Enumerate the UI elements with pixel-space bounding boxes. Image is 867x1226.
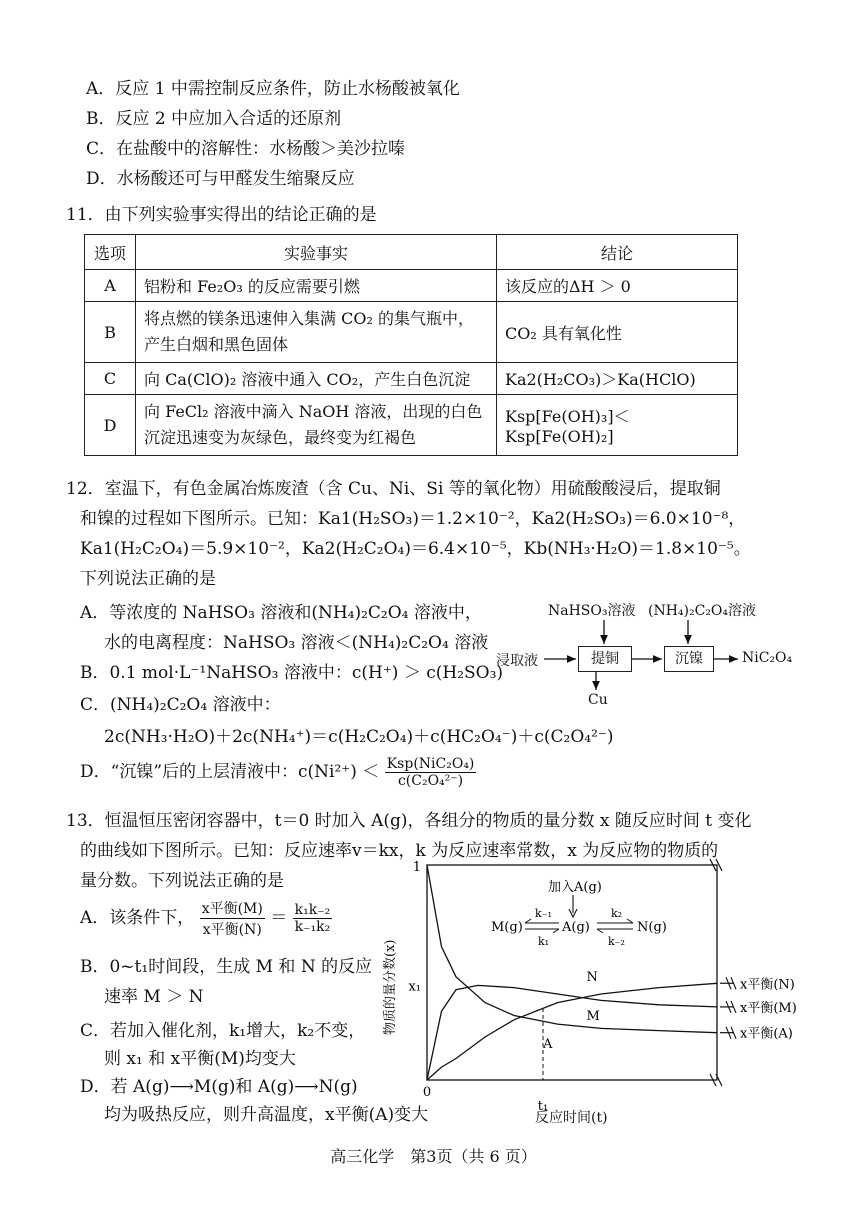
row-conclusion: Ksp[Fe(OH)₃]＜Ksp[Fe(OH)₂] bbox=[497, 395, 738, 456]
k-label: k₂ bbox=[611, 907, 623, 920]
q12-option-a-2: 水的电离程度：NaHSO₃ 溶液＜(NH₄)₂C₂O₄ 溶液 bbox=[104, 633, 489, 653]
k-label: k₋₂ bbox=[608, 935, 625, 948]
equilibrium-arrows-right bbox=[597, 919, 633, 933]
reagent-nahso3: NaHSO₃溶液 bbox=[548, 603, 636, 619]
row-fact: 铝粉和 Fe₂O₃ 的反应需要引燃 bbox=[136, 270, 497, 302]
row-option: A bbox=[85, 270, 136, 302]
q13-option-b-2: 速率 M ＞ N bbox=[104, 987, 204, 1007]
row-fact: 将点燃的镁条迅速伸入集满 CO₂ 的集气瓶中，产生白烟和黑色固体 bbox=[136, 302, 497, 363]
y-axis-label: 物质的量分数(x) bbox=[383, 939, 398, 1035]
box-nickel-precipitation: 沉镍 bbox=[664, 646, 714, 672]
page-footer: 高三化学 第3页（共 6 页） bbox=[330, 1147, 537, 1166]
annotation-add-a: 加入A(g) bbox=[548, 880, 602, 895]
row-conclusion: Ka2(H₂CO₃)＞Ka(HClO) bbox=[497, 363, 738, 395]
series-end-label-A: x平衡(A) bbox=[740, 1026, 793, 1042]
q13-line-1: 13．恒温恒压密闭容器中，t＝0 时加入 A(g)，各组分的物质的量分数 x 随反应时间 t 变化 bbox=[66, 811, 752, 831]
k-label: k₁ bbox=[538, 935, 550, 948]
series-end-label-N: x平衡(N) bbox=[740, 977, 795, 993]
q13-option-b-1: B．0~t₁时间段，生成 M 和 N 的反应 bbox=[80, 957, 373, 977]
row-conclusion: CO₂ 具有氧化性 bbox=[497, 302, 738, 363]
experiment-table bbox=[84, 234, 738, 456]
x-ratio-denominator: x平衡(N) bbox=[202, 922, 262, 938]
process-flow-diagram bbox=[496, 598, 796, 708]
table-row bbox=[85, 395, 738, 456]
mole-fraction-chart bbox=[375, 855, 855, 1135]
reagent-ammonium-oxalate: (NH₄)₂C₂O₄溶液 bbox=[648, 603, 757, 619]
k-label: k₋₁ bbox=[535, 907, 552, 920]
annotation-a: A(g) bbox=[562, 920, 590, 935]
row-option: B bbox=[85, 302, 136, 363]
q13-option-a-text: A．该条件下， bbox=[80, 908, 195, 928]
q10-option-d: D．水杨酸还可与甲醛发生缩聚反应 bbox=[86, 169, 355, 189]
equals-sign: ＝ bbox=[270, 908, 288, 928]
row-fact: 向 FeCl₂ 溶液中滴入 NaOH 溶液，出现的白色沉淀迅速变为灰绿色，最终变为红褐色 bbox=[136, 395, 497, 456]
ksp-denominator: c(C₂O₄²⁻) bbox=[397, 773, 464, 789]
table-header-fact: 实验事实 bbox=[136, 235, 497, 270]
q12-line-3: Ka1(H₂C₂O₄)＝5.9×10⁻²，Ka2(H₂C₂O₄)＝6.4×10⁻⁵，Kb(NH₃·H₂O)＝1.8×10⁻⁵。 bbox=[80, 539, 751, 559]
q13-option-c-2: 则 x₁ 和 x平衡(M)均变大 bbox=[104, 1049, 296, 1069]
q12-option-c-2: 2c(NH₃·H₂O)＋2c(NH₄⁺)＝c(H₂C₂O₄)＋c(HC₂O₄⁻)＋c(C₂O₄²⁻) bbox=[104, 727, 614, 747]
row-option: C bbox=[85, 363, 136, 395]
q12-option-a-1: A．等浓度的 NaHSO₃ 溶液和(NH₄)₂C₂O₄ 溶液中， bbox=[80, 603, 482, 623]
k-ratio-fraction bbox=[293, 902, 333, 935]
input-leachate: 浸取液 bbox=[496, 653, 538, 669]
x-ratio-fraction bbox=[200, 898, 265, 939]
q12-option-d bbox=[80, 756, 476, 789]
q10-option-b: B．反应 2 中应加入合适的还原剂 bbox=[86, 109, 342, 129]
q10-option-c: C．在盐酸中的溶解性：水杨酸＞美沙拉嗪 bbox=[86, 139, 406, 159]
x-ratio-numerator: x平衡(M) bbox=[200, 898, 265, 919]
x-tick-label: 0 bbox=[422, 1085, 432, 1100]
row-conclusion: 该反应的ΔH ＞ 0 bbox=[497, 270, 738, 302]
series-end-label-M: x平衡(M) bbox=[740, 1000, 797, 1016]
output-nic2o4: NiC₂O₄ bbox=[742, 650, 793, 666]
q12-line-1: 12．室温下，有色金属冶炼废渣（含 Cu、Ni、Si 等的氧化物）用硫酸酸浸后，提取铜 bbox=[66, 479, 721, 499]
x-axis-label: 反应时间(t) bbox=[535, 1110, 608, 1126]
row-fact: 向 Ca(ClO)₂ 溶液中通入 CO₂，产生白色沉淀 bbox=[136, 363, 497, 395]
series-label-N: N bbox=[586, 970, 598, 986]
ksp-numerator: Ksp(NiC₂O₄) bbox=[386, 756, 475, 772]
q12-line-2: 和镍的过程如下图所示。已知：Ka1(H₂SO₃)＝1.2×10⁻²，Ka2(H₂SO₃)＝6.0×10⁻⁸， bbox=[80, 509, 746, 529]
chart-svg bbox=[375, 855, 855, 1135]
y-tick-label: 1 bbox=[412, 860, 421, 875]
q12-option-b: B．0.1 mol·L⁻¹NaHSO₃ 溶液中：c(H⁺) ＞ c(H₂SO₃) bbox=[80, 663, 504, 683]
box-copper-extraction: 提铜 bbox=[578, 646, 632, 672]
annotation-n: N(g) bbox=[637, 920, 667, 935]
k-ratio-denominator: k₋₁k₂ bbox=[294, 919, 331, 935]
y-tick-label: x₁ bbox=[408, 979, 421, 995]
table-row bbox=[85, 270, 738, 302]
k-ratio-numerator: k₁k₋₂ bbox=[294, 902, 331, 918]
q13-option-d-1: D．若 A(g)⟶M(g)和 A(g)⟶N(g) bbox=[80, 1077, 358, 1097]
q13-line-2: 的曲线如下图所示。已知：反应速率v＝kx，k 为反应速率常数，x 为反应物的物质的 bbox=[80, 841, 719, 861]
equilibrium-arrows-left bbox=[525, 919, 559, 933]
q11-stem: 11．由下列实验事实得出的结论正确的是 bbox=[66, 205, 377, 225]
table-header-conclusion: 结论 bbox=[497, 235, 738, 270]
table-header-option: 选项 bbox=[85, 235, 136, 270]
table-header-row bbox=[85, 235, 738, 270]
table-row bbox=[85, 363, 738, 395]
x-tick-label: t₁ bbox=[537, 1099, 549, 1114]
series-label-M: M bbox=[586, 1008, 600, 1024]
q10-option-a: A．反应 1 中需控制反应条件，防止水杨酸被氧化 bbox=[86, 79, 460, 99]
q13-option-a bbox=[80, 898, 332, 939]
q13-option-c-1: C．若加入催化剂，k₁增大，k₂不变， bbox=[80, 1021, 366, 1041]
row-option: D bbox=[85, 395, 136, 456]
table-row bbox=[85, 302, 738, 363]
annotation-m: M(g) bbox=[491, 920, 523, 935]
q12-option-c-1: C．(NH₄)₂C₂O₄ 溶液中： bbox=[80, 695, 281, 715]
ksp-fraction bbox=[385, 756, 477, 789]
q13-line-3: 量分数。下列说法正确的是 bbox=[80, 871, 284, 891]
q12-line-4: 下列说法正确的是 bbox=[80, 569, 216, 589]
q13-option-d-2: 均为吸热反应，则升高温度，x平衡(A)变大 bbox=[104, 1105, 429, 1125]
q12-option-d-text: D．“沉镍”后的上层清液中：c(Ni²⁺) ＜ bbox=[80, 762, 380, 782]
byproduct-cu: Cu bbox=[588, 692, 608, 708]
series-label-A: A bbox=[543, 1036, 553, 1052]
